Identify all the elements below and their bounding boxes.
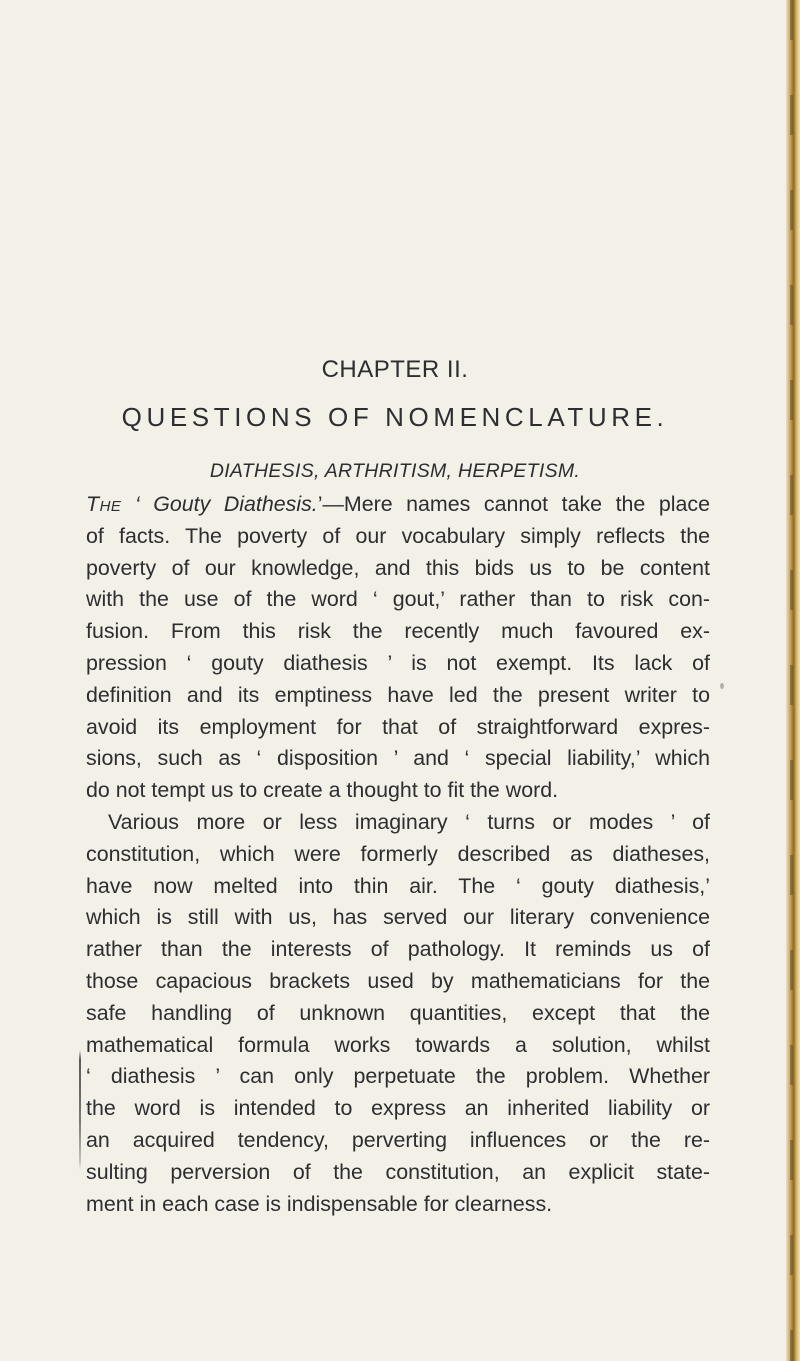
text-line: ‘ diathesis ’ can only perpetuate the problem. Whether (86, 1064, 710, 1089)
text-line: constitution, which were formerly described as diatheses, (86, 841, 710, 866)
body-text (86, 489, 710, 1220)
text-line: fusion. From this risk the recently much favoured ex- (86, 619, 710, 644)
lead-word: The (86, 492, 122, 516)
text-line: of facts. The poverty of our vocabulary simply reflects the (86, 523, 710, 548)
text-line: sions, such as ‘ disposition ’ and ‘ special liability,’ which (86, 746, 710, 771)
page-binding-edge (786, 0, 800, 1361)
text-line: have now melted into thin air. The ‘ gouty diathesis,’ (86, 873, 710, 898)
text-line: definition and its emptiness have led the present writer to (86, 682, 710, 707)
margin-pencil-mark (79, 1050, 81, 1170)
chapter-heading: CHAPTER II. (321, 356, 469, 383)
text-line: an acquired tendency, perverting influences or the re- (86, 1127, 710, 1152)
text-line: the word is intended to express an inherited liability or (86, 1096, 710, 1121)
text-line: ment in each case is indispensable for clearness. (86, 1191, 553, 1216)
section-lead-title: ‘ Gouty Diathesis. (134, 492, 318, 516)
text-line: sulting perversion of the constitution, an explicit state- (86, 1159, 710, 1184)
text-line: with the use of the word ‘ gout,’ rather than to risk con- (86, 587, 710, 612)
text-line: those capacious brackets used by mathematicians for the (86, 968, 710, 993)
text-line: do not tempt us to create a thought to fit the word. (86, 778, 559, 803)
text-line: rather than the interests of pathology. It reminds us of (86, 937, 710, 962)
text-line: avoid its employment for that of straightforward expres- (86, 714, 710, 739)
text-line: which is still with us, has served our literary convenience (86, 905, 710, 930)
text-line: safe handling of unknown quantities, except that the (86, 1000, 710, 1025)
chapter-subtitle: DIATHESIS, ARTHRITISM, HERPETISM. (209, 460, 581, 482)
text-line: Various more or less imaginary ‘ turns or modes ’ of (108, 809, 710, 834)
text-line: poverty of our knowledge, and this bids us to be content (86, 555, 710, 580)
text-line: The ‘ Gouty Diathesis.’—Mere names cannot take the place (86, 492, 710, 516)
chapter-title: QUESTIONS OF NOMENCLATURE. (121, 402, 669, 432)
text-line: pression ‘ gouty diathesis ’ is not exempt. Its lack of (86, 650, 710, 675)
text-line: mathematical formula works towards a solution, whilst (86, 1032, 710, 1057)
paper-speck (720, 683, 724, 689)
